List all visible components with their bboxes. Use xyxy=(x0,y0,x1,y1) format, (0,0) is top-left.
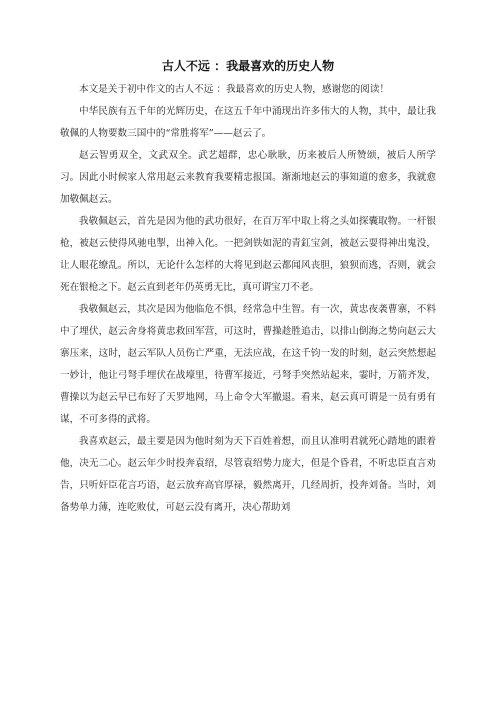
paragraph-loyalty: 我喜欢赵云，最主要是因为他时刻为天下百姓着想，而且认准明君就死心踏地的跟着他，决无二心。赵云年少时投奔袁绍，尽管袁绍势力庞大，但是个昏君，不听忠臣直言劝告，只听奸臣花言巧语，赵云放弃高官厚禄，毅然离开，几经周折，投奔刘备。当时，刘备势单力薄，连吃败仗，可赵云没有离开，决心帮助刘 xyxy=(60,436,436,513)
document-page xyxy=(60,58,436,519)
document-title: 古人不远 ：我最喜欢的历史人物 xyxy=(161,59,335,73)
paragraph-bravery: 我敬佩赵云，其次是因为他临危不惧，经常急中生智。有一次，黄忠夜袭曹寨，不料中了埋伏，赵云舍身将黄忠救回军营，可这时，曹操趁胜追击，以排山倒海之势向赵云大寨压来，这时，赵云军队人员伤亡严重，无法应战，在这千钧一发的时刻，赵云突然想起一妙计，他让弓弩手埋伏在战壕里，待曹军接近，弓弩手突然站起来，霎时，万箭齐发，曹操以为赵云早已布好了天罗地网，马上命令大军撤退。看来，赵云真可谓是一员有勇有谋，不可多得的武将。 xyxy=(60,304,436,425)
paragraph-martial-skill: 我敬佩赵云，首先是因为他的武功很好，在百万军中取上将之头如探囊取物。一杆银枪，被赵云使得风驰电掣，出神入化。一把剑铁如泥的青釭宝剑，被赵云耍得神出鬼没，让人眼花缭乱。所以，无论什么怎样的大将见到赵云都闻风丧胆，狼狈而逃，否则，就会死在银枪之下。赵云直到老年仍英勇无比，真可谓宝刀不老。 xyxy=(60,216,436,293)
paragraph-history: 中华民族有五千年的光辉历史，在这五千年中涌现出许多伟大的人物，其中，最让我敬佩的人物要数三国中的“常胜将军”——赵云了。 xyxy=(60,106,436,139)
paragraph-virtues: 赵云智勇双全，文武双全。武艺超群，忠心耿耿，历来被后人所赞颂，被后人所学习。因此小时候家人常用赵云来教育我要精忠报国。渐渐地赵云的事知道的愈多，我就愈加敬佩赵云。 xyxy=(60,150,436,205)
paragraph-intro: 本文是关于初中作文的古人不远 ：我最喜欢的历史人物，感谢您的阅读！ xyxy=(79,84,390,95)
